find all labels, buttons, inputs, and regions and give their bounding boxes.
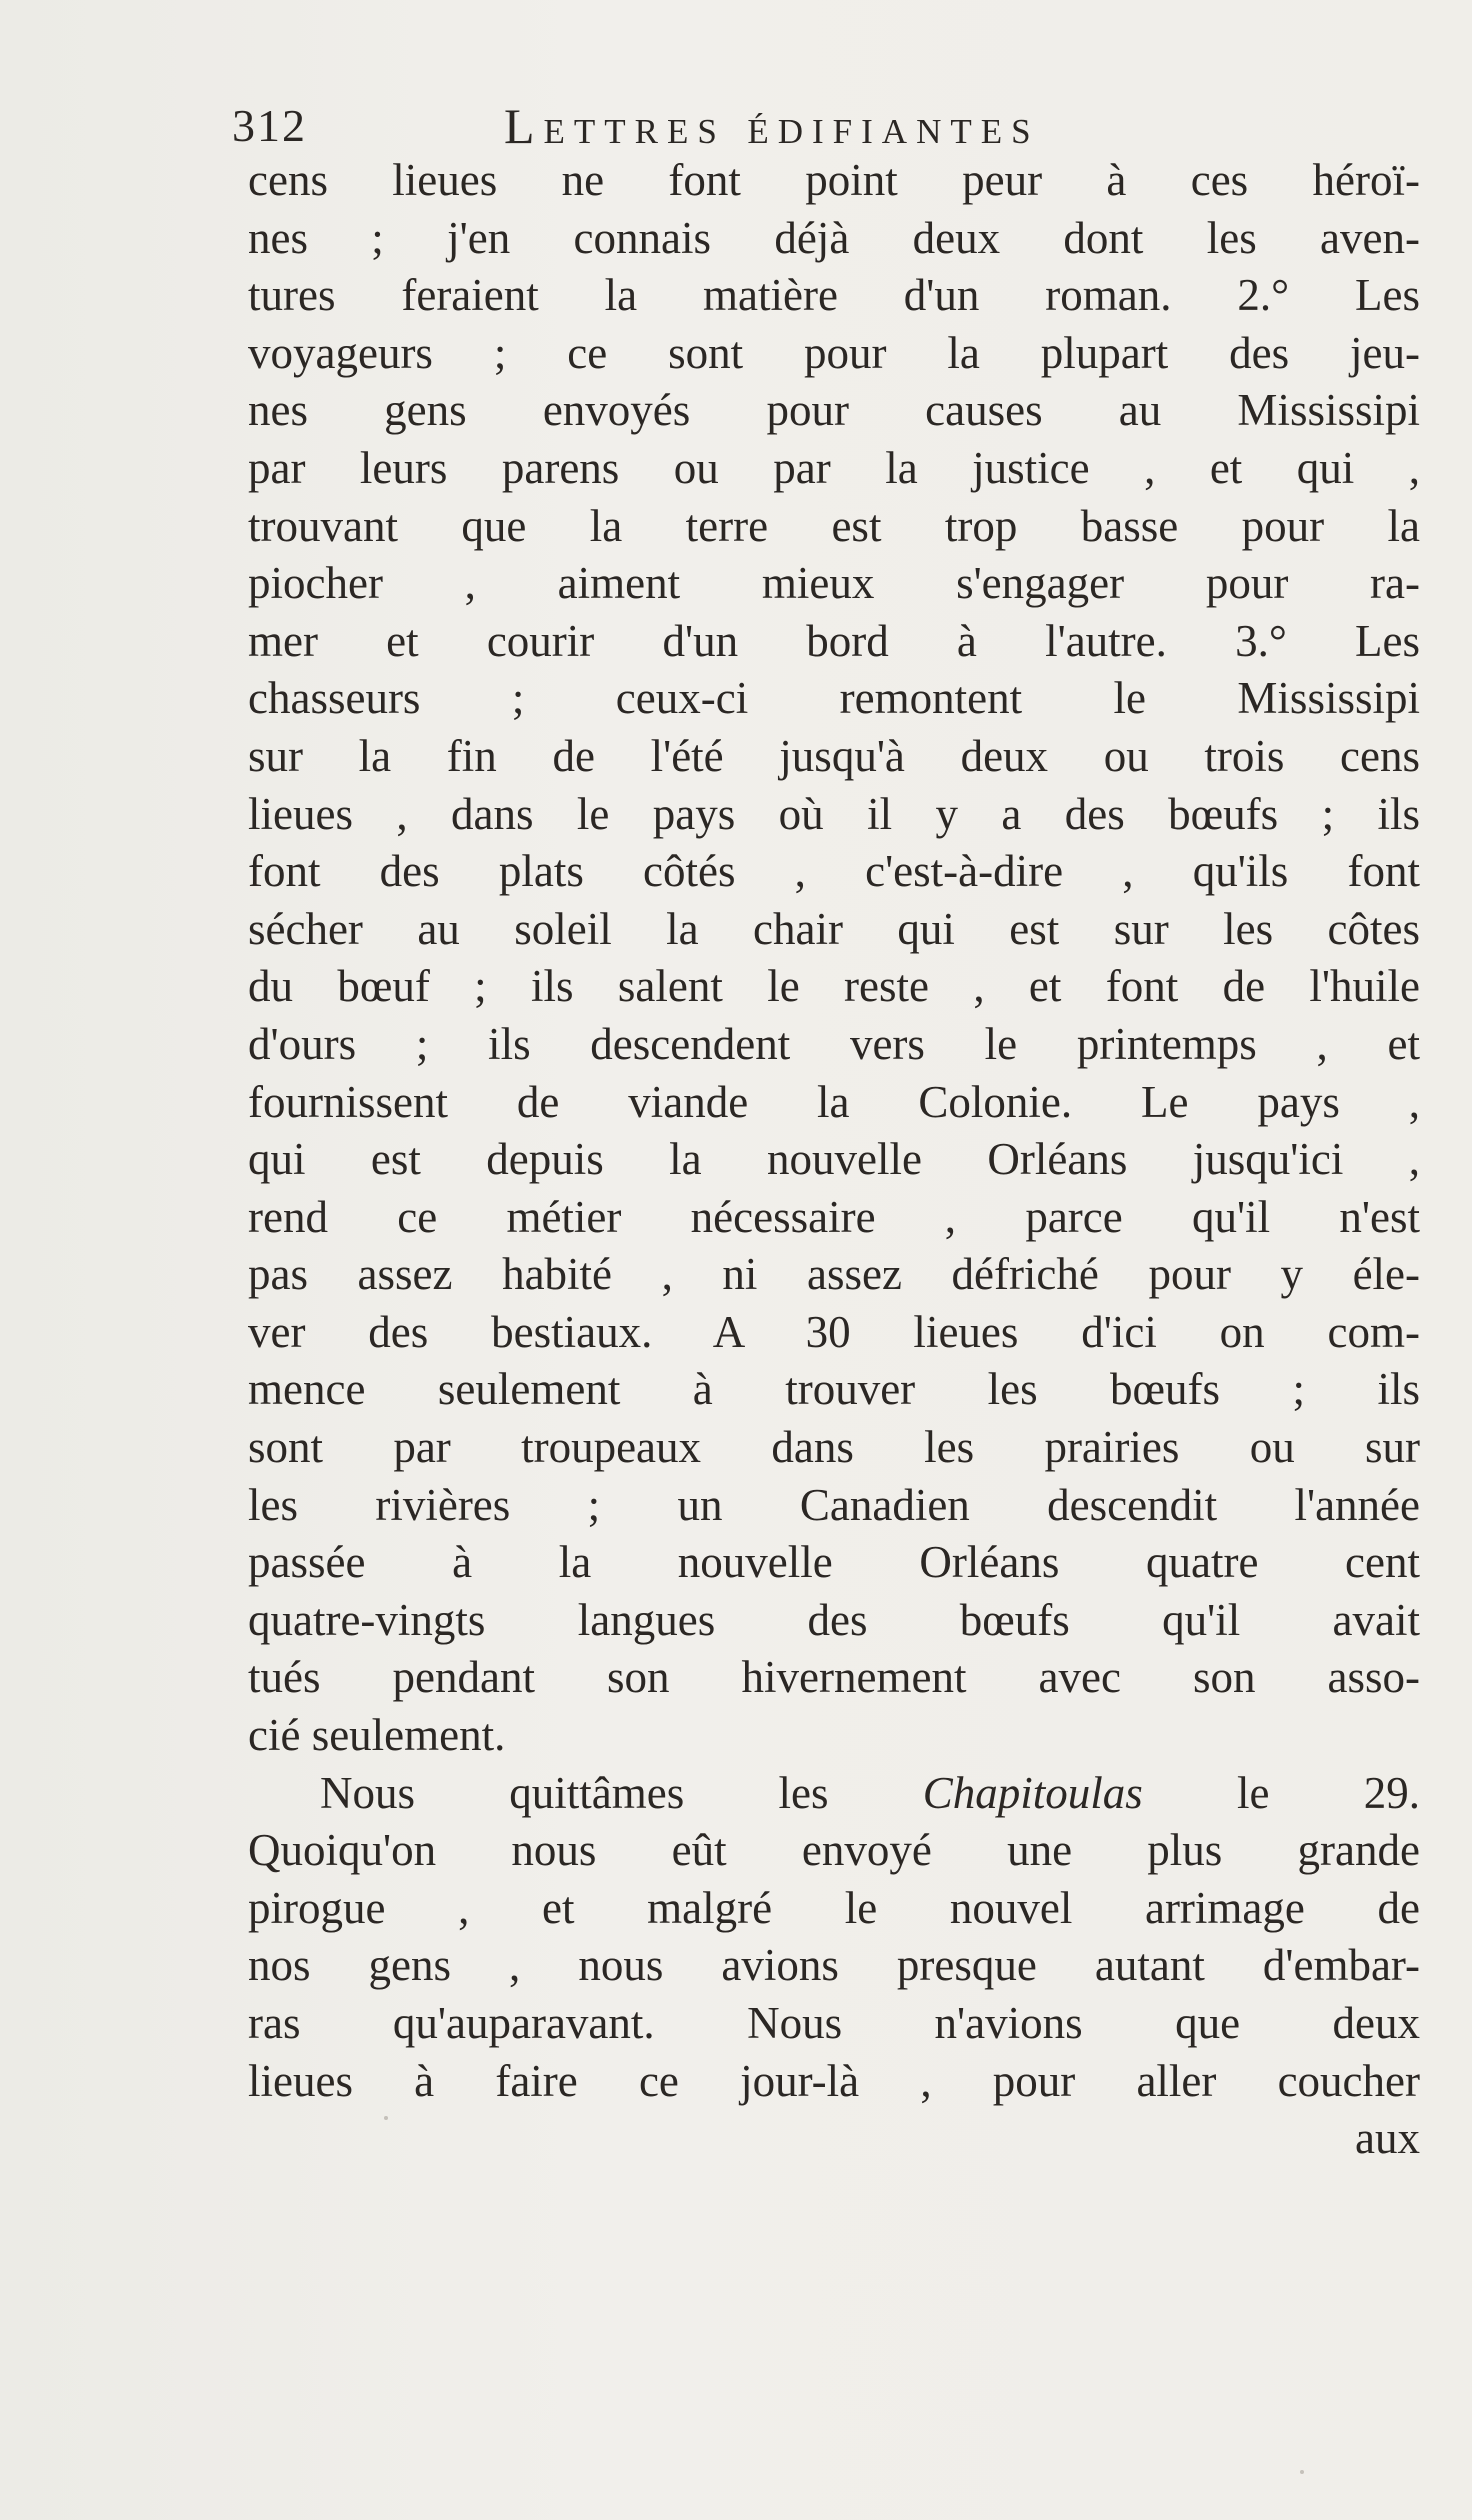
text-line: font des plats côtés , c'est-à-dire , qu'ils font (248, 846, 1420, 897)
text-line: nes ; j'en connais déjà deux dont les aven- (248, 212, 1420, 263)
text-line: sur la fin de l'été jusqu'à deux ou trois cens (248, 730, 1420, 781)
paragraph-opening-line (248, 1765, 1420, 1823)
text-line: rend ce métier nécessaire , parce qu'il n'est (248, 1191, 1420, 1242)
text-line: piocher , aiment mieux s'engager pour ra- (248, 558, 1420, 609)
text-line: nes gens envoyés pour causes au Mississipi (248, 385, 1420, 436)
text-line: tués pendant son hivernement avec son asso- (248, 1652, 1420, 1703)
text-line: nos gens , nous avions presque autant d'embar- (248, 1940, 1420, 1991)
place-name-italic: Chapitoulas (922, 1767, 1143, 1818)
text-line: lieues à faire ce jour-là , pour aller coucher (248, 2055, 1420, 2106)
text-line: chasseurs ; ceux-ci remontent le Mississipi (248, 673, 1420, 724)
page-number: 312 (232, 100, 307, 151)
text-line: du bœuf ; ils salent le reste , et font de l'huile (248, 961, 1420, 1012)
text-line: trouvant que la terre est trop basse pour la (248, 500, 1420, 551)
text-line: passée à la nouvelle Orléans quatre cent (248, 1537, 1420, 1588)
text-run: le 29. (1142, 1767, 1420, 1818)
paper-speck (384, 2116, 388, 2120)
text-line: tures feraient la matière d'un roman. 2.° Les (248, 270, 1420, 321)
text-line: pirogue , et malgré le nouvel arrimage de (248, 1882, 1420, 1933)
text-line: mer et courir d'un bord à l'autre. 3.° Les (248, 615, 1420, 666)
text-line: ras qu'auparavant. Nous n'avions que deux (248, 1998, 1420, 2048)
text-line: sont par troupeaux dans les prairies ou sur (248, 1422, 1420, 1473)
text-line: lieues , dans le pays où il y a des bœufs ; ils (248, 788, 1420, 839)
body-text (248, 152, 1420, 2168)
paper-speck (1300, 2470, 1304, 2474)
text-line: ver des bestiaux. A 30 lieues d'ici on com- (248, 1306, 1420, 1357)
text-line: pas assez habité , ni assez défriché pour y éle- (248, 1249, 1420, 1300)
text-line: cié seulement. (248, 1710, 506, 1761)
text-line: mence seulement à trouver les bœufs ; ils (248, 1364, 1420, 1415)
text-line: par leurs parens ou par la justice , et qui , (248, 442, 1420, 493)
catchword: aux (1355, 2113, 1420, 2164)
running-title: Lettres édifiantes (504, 98, 1040, 154)
text-line: Quoiqu'on nous eût envoyé une plus grande (248, 1825, 1420, 1876)
text-line: voyageurs ; ce sont pour la plupart des jeu- (248, 327, 1420, 378)
text-line: fournissent de viande la Colonie. Le pays , (248, 1076, 1420, 1127)
text-line: qui est depuis la nouvelle Orléans jusqu'ici , (248, 1134, 1420, 1185)
text-line: sécher au soleil la chair qui est sur les côtes (248, 903, 1420, 954)
page-header (232, 96, 1232, 156)
text-line: quatre-vingts langues des bœufs qu'il avait (248, 1594, 1420, 1645)
text-line: d'ours ; ils descendent vers le printemps , et (248, 1018, 1420, 1069)
text-line: les rivières ; un Canadien descendit l'année (248, 1479, 1420, 1530)
text-run: Nous quittâmes les (320, 1767, 923, 1818)
text-line: cens lieues ne font point peur à ces héroï- (248, 155, 1420, 205)
